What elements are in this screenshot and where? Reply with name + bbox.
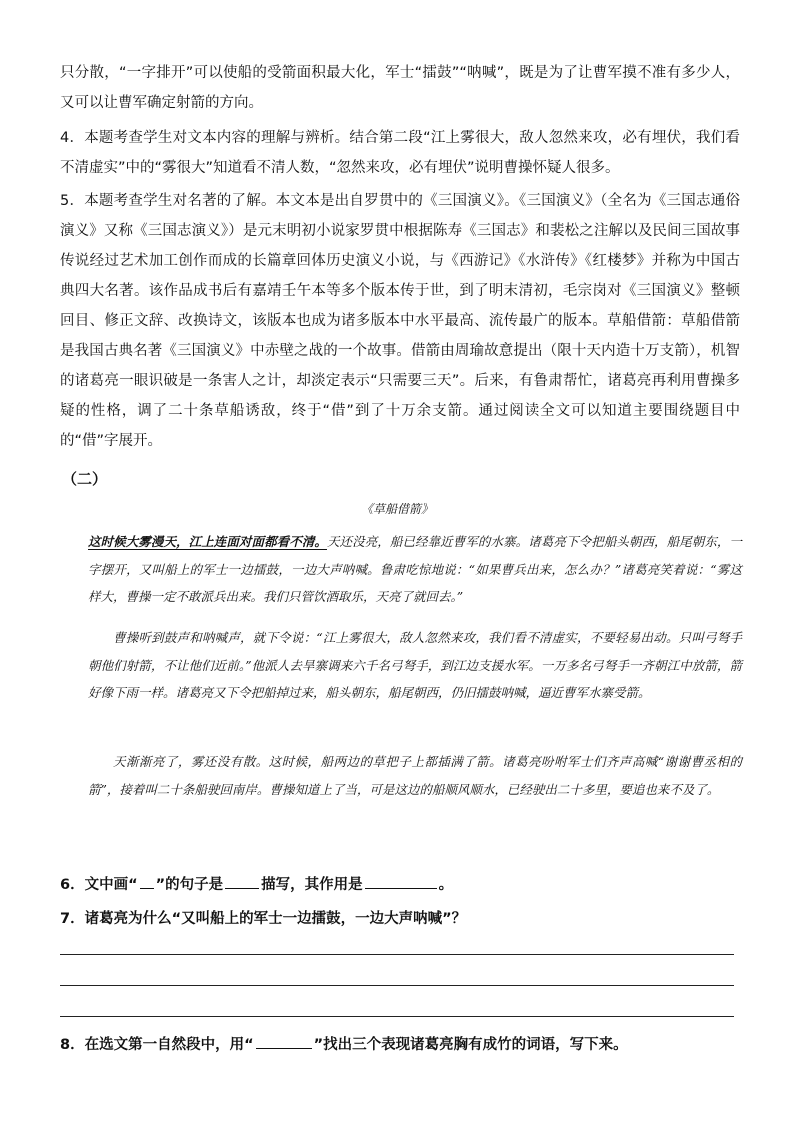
answer-blank-2[interactable] [365, 874, 437, 890]
question-8 [60, 1033, 628, 1054]
underline-sample [256, 1034, 312, 1050]
answer-line-2[interactable] [60, 985, 734, 986]
answer-line-1[interactable] [60, 954, 734, 955]
question-6-part-d: 。 [438, 877, 454, 893]
passage-title: 《草船借箭》 [360, 502, 433, 516]
passage-paragraph-2: 曹操听到鼓声和呐喊声，就下令说：“江上雾很大，敌人忽然来攻，我们看不清虚实，不要轻易出动。只叫弓弩手朝他们射箭，不让他们近前。”他派人去旱寨调来六千名弓弩手，到江边支援水军。一万多名弓弩手一齐朝江中放箭，箭好像下雨一样。诸葛亮又下令把船掉过来，船头朝东，船尾朝西，仍旧擂鼓呐喊，逼近曹军水寨受箭。 [88, 630, 742, 700]
passage-paragraph-1 [88, 528, 742, 611]
answer-line-3[interactable] [60, 1016, 734, 1017]
passage-paragraph-1-rest: 天还没亮，船已经靠近曹军的水寨。诸葛亮下令把船头朝西，船尾朝东，一字摆开，又叫船上的军士一边擂鼓，一边大声呐喊。鲁肃吃惊地说：“如果曹兵出来，怎么办？”诸葛亮笑着说：“雾这样大，曹操一定不敢派兵出来。我们只管饮酒取乐，天亮了就回去。” [88, 534, 742, 604]
question-6 [60, 873, 453, 894]
question-6-part-c: 描写，其作用是 [261, 877, 363, 893]
question-6-part-b: ”的句子是 [155, 877, 224, 893]
section-heading: （二） [62, 470, 108, 488]
underlined-sentence: 这时候大雾漫天，江上连面对面都看不清。 [88, 534, 327, 549]
answer-analysis-continued: 只分散，“一字排开”可以使船的受箭面积最大化，军士“擂鼓”“呐喊”，既是为了让曹军摸不准有多少人，又可以让曹军确定射箭的方向。 [60, 65, 740, 111]
answer-analysis-item-4: 4．本题考查学生对文本内容的理解与辨析。结合第二段“江上雾很大，敌人忽然来攻，必有埋伏，我们看不清虚实”中的“雾很大”知道看不清人数，“忽然来攻，必有埋伏”说明曹操怀疑人很多。 [60, 130, 740, 176]
question-7: 7．诸葛亮为什么“又叫船上的军士一边擂鼓，一边大声呐喊”？ [60, 911, 467, 927]
answer-analysis-item-5: 5．本题考查学生对名著的了解。本文本是出自罗贯中的《三国演义》。《三国演义》（全名为《三国志通俗演义》又称《三国志演义》）是元末明初小说家罗贯中根据陈寿《三国志》和裴松之注解以及民间三国故事传说经过艺术加工创作而成的长篇章回体历史演义小说，与《西游记》《水浒传》《红楼梦》并称为中国古典四大名著。该作品成书后有嘉靖壬午本等多个版本传于世，到了明末清初，毛宗岗对《三国演义》整顿回目、修正文辞、改换诗文，该版本也成为诸多版本中水平最高、流传最广的版本。草船借箭：草船借箭是我国古典名著《三国演义》中赤壁之战的一个故事。借箭由周瑜故意提出（限十天内造十万支箭），机智的诸葛亮一眼识破是一条害人之计，却淡定表示“只需要三天”。后来，有鲁肃帮忙，诸葛亮再利用曹操多疑的性格，调了二十条草船诱敌，终于“借”到了十万余支箭。通过阅读全文可以知道主要围绕题目中的“借”字展开。 [60, 193, 740, 449]
question-6-part-a: 6．文中画“ [60, 877, 138, 893]
underline-mark [140, 874, 154, 890]
answer-blank-1[interactable] [225, 874, 259, 890]
question-8-part-a: 8．在选文第一自然段中，用“ [60, 1037, 254, 1053]
question-8-part-b: ”找出三个表现诸葛亮胸有成竹的词语，写下来。 [313, 1037, 628, 1053]
passage-paragraph-3: 天渐渐亮了，雾还没有散。这时候，船两边的草把子上都插满了箭。诸葛亮吩咐军士们齐声高喊“谢谢曹丞相的箭”，接着叫二十条船驶回南岸。曹操知道上了当，可是这边的船顺风顺水，已经驶出二十多里，要追也来不及了。 [88, 754, 742, 797]
